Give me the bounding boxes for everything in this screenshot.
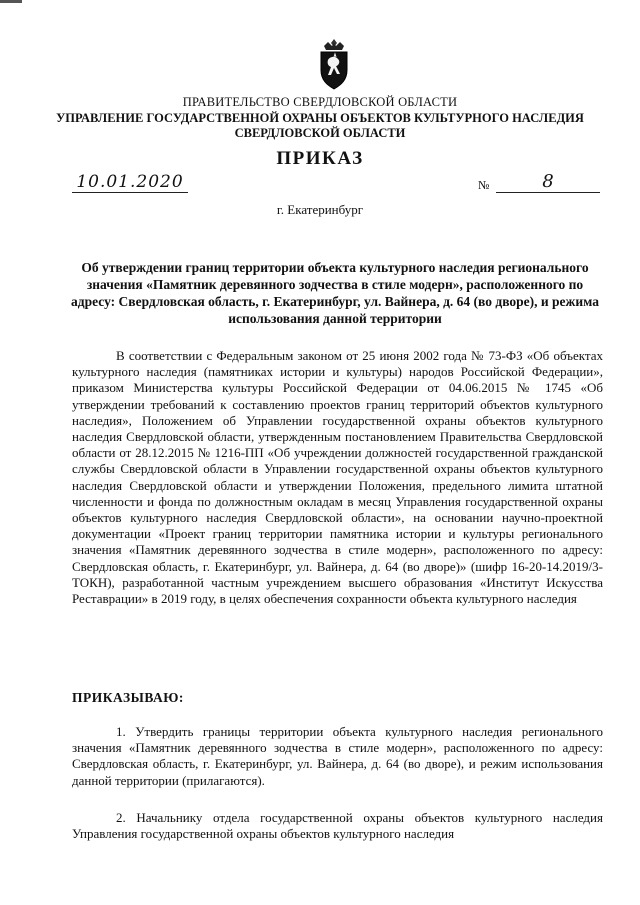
department-line-1: УПРАВЛЕНИЕ ГОСУДАРСТВЕННОЙ ОХРАНЫ ОБЪЕКТОВ КУЛЬТУРНОГО НАСЛЕДИЯ — [56, 111, 584, 125]
order-number-label: № — [478, 178, 490, 192]
page-edge-mark — [0, 0, 22, 3]
coat-of-arms-icon — [316, 38, 352, 90]
preamble-paragraph: В соответствии с Федеральным законом от 25 июня 2002 года № 73-ФЗ «Об объектах культурного наследия (памятниках истории и культуры) народов Российской Федерации», приказом Министерства культуры Российской Федерации от 04.06.2015 № 1745 «Об утверждении требований к составлению проектов границ территорий объектов культурного наследия», Положением об Управлении государственной охраны объектов культурного наследия Свердловской области, утвержденным постановлением Правительства Свердловской области от 28.12.2015 № 1216-ПП «Об учреждении должностей государственной гражданской службы Свердловской области в Управлении государственной охраны объектов культурного наследия Свердловской области и утверждении Положения, предельного лимита штатной численности и фонда по должностным окладам в месяц Управления государственной охраны объектов культурного наследия Свердловской области», на основании научно-проектной документации «Проект границ территории памятника истории и культуры регионального значения «Памятник деревянного зодчества в стиле модерн», расположенного по адресу: Свердловская область, г. Екатеринбург, ул. Вайнера, д. 64 (во дворе)» (шифр 16-20-14.2019/3-ТОКН), разработанной частным учреждением высшего образования «Институт Искусства Реставрации» в 2019 году, в целях обеспечения сохранности объекта культурного наследия — [72, 348, 603, 607]
order-subject: Об утверждении границ территории объекта культурного наследия регионального значения «Памятник деревянного зодчества в стиле модерн», расположенного по адресу: Свердловская область, г. Екатеринбург, ул. Вайнера, д. 64 (во дворе), и режима использования данной территории — [71, 260, 599, 326]
document-type-title: ПРИКАЗ — [276, 148, 364, 169]
department-name — [0, 111, 640, 141]
department-line-2: СВЕРДЛОВСКОЙ ОБЛАСТИ — [234, 126, 406, 140]
order-item-1: 1. Утвердить границы территории объекта культурного наследия регионального значения «Памятник деревянного зодчества в стиле модерн», расположенного по адресу: Свердловская область, г. Екатеринбург, ул. Вайнера, д. 64 (во дворе), и режим использования данной территории (прилагаются). — [72, 724, 603, 788]
orders-heading: ПРИКАЗЫВАЮ: — [72, 690, 184, 705]
government-name: ПРАВИТЕЛЬСТВО СВЕРДЛОВСКОЙ ОБЛАСТИ — [182, 95, 458, 109]
order-item-2: 2. Начальнику отдела государственной охраны объектов культурного наследия Управления государственной охраны объектов культурного наследия — [72, 810, 603, 842]
city: г. Екатеринбург — [276, 202, 364, 217]
order-date: 10.01.2020 — [72, 172, 188, 193]
order-number: 8 — [496, 172, 600, 193]
